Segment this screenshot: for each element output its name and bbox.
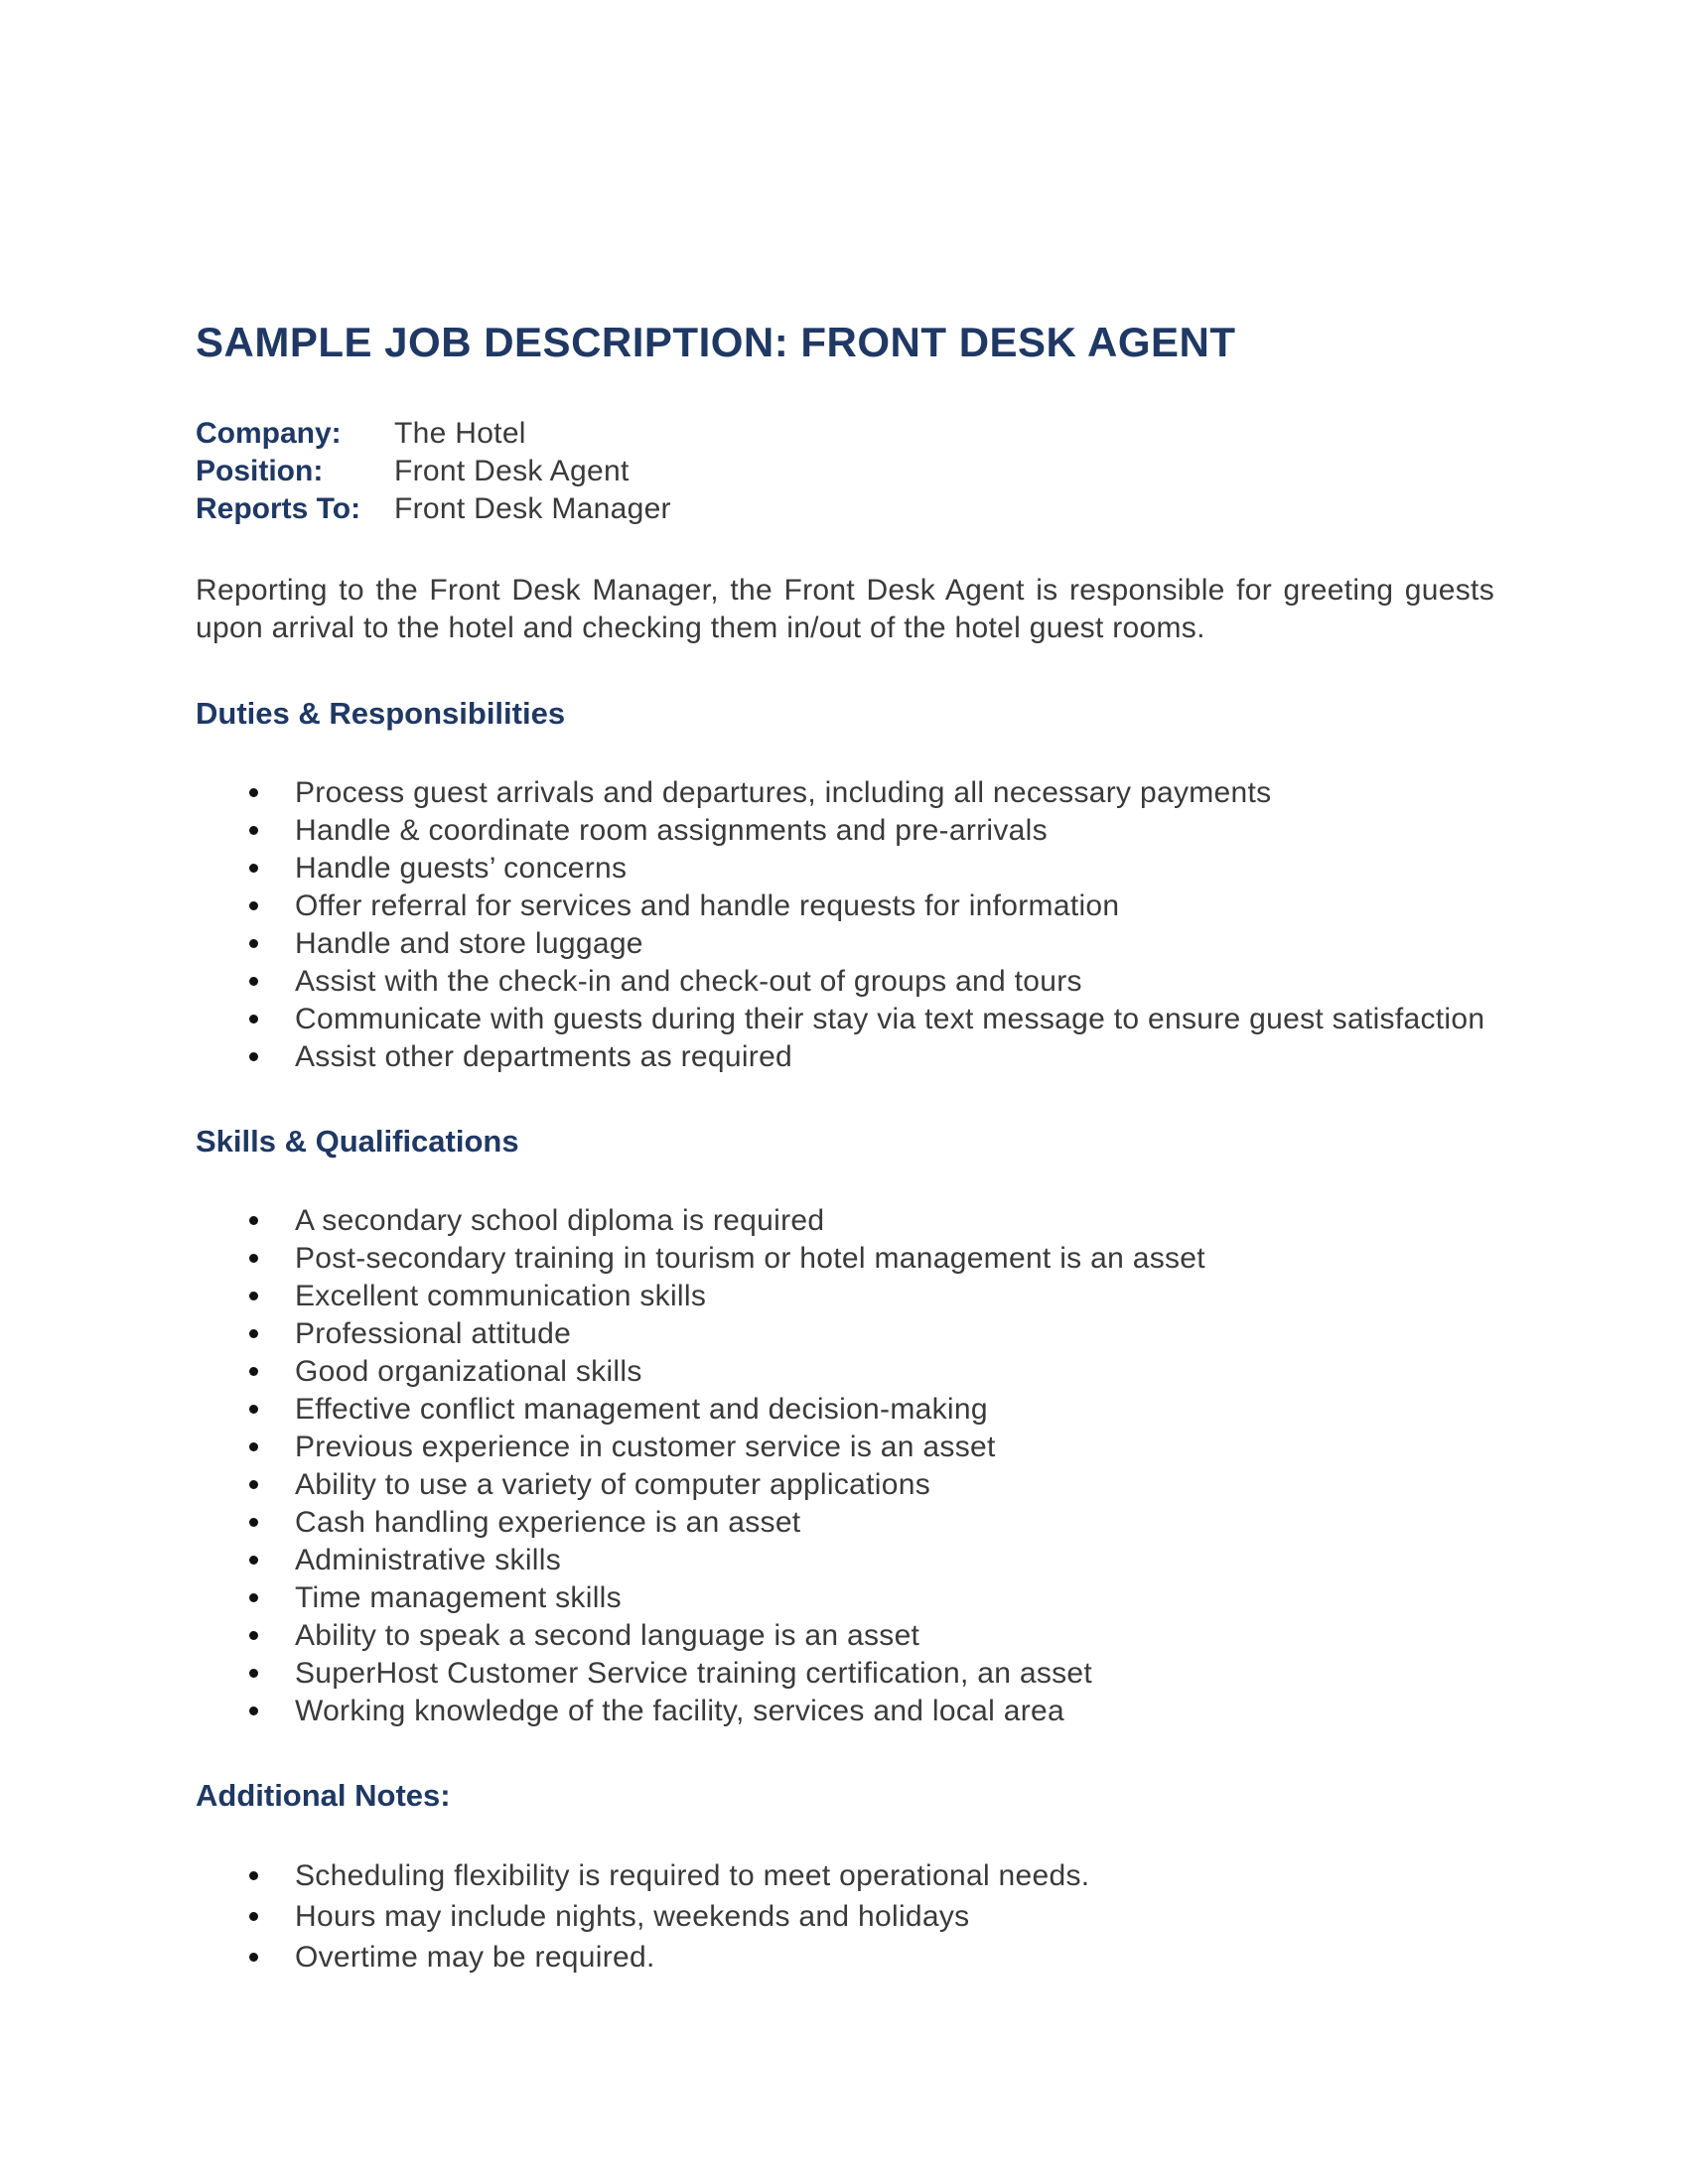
list-item: Overtime may be required. bbox=[295, 1938, 1494, 1978]
list-item: Previous experience in customer service is an asset bbox=[295, 1429, 1494, 1465]
list-item: Process guest arrivals and departures, including all necessary payments bbox=[295, 774, 1494, 811]
meta-label-reports-to: Reports To: bbox=[196, 492, 361, 525]
meta-value-position: Front Desk Agent bbox=[394, 455, 630, 487]
list-item: Hours may include nights, weekends and holidays bbox=[295, 1897, 1494, 1937]
list-item: Working knowledge of the facility, services and local area bbox=[295, 1693, 1494, 1729]
list-item: Communicate with guests during their stay via text message to ensure guest satisfaction bbox=[295, 1001, 1494, 1037]
list-item: Assist with the check-in and check-out of groups and tours bbox=[295, 963, 1494, 1000]
meta-label-company: Company: bbox=[196, 417, 342, 450]
job-meta-block bbox=[196, 415, 1494, 528]
section-heading-skills: Skills & Qualifications bbox=[196, 1124, 519, 1160]
list-item: A secondary school diploma is required bbox=[295, 1202, 1494, 1239]
list-item: Handle guests’ concerns bbox=[295, 850, 1494, 887]
additional-notes-list bbox=[196, 1856, 1494, 1978]
list-item: SuperHost Customer Service training certification, an asset bbox=[295, 1655, 1494, 1692]
list-item: Excellent communication skills bbox=[295, 1278, 1494, 1314]
meta-row-position bbox=[196, 453, 1494, 490]
list-item: Cash handling experience is an asset bbox=[295, 1504, 1494, 1541]
list-item: Administrative skills bbox=[295, 1542, 1494, 1578]
list-item: Ability to speak a second language is an asset bbox=[295, 1617, 1494, 1654]
list-item: Professional attitude bbox=[295, 1315, 1494, 1352]
meta-label-position: Position: bbox=[196, 455, 324, 487]
meta-row-company bbox=[196, 415, 1494, 453]
list-item: Assist other departments as required bbox=[295, 1038, 1494, 1075]
section-heading-duties: Duties & Responsibilities bbox=[196, 696, 566, 731]
intro-paragraph: Reporting to the Front Desk Manager, the Front Desk Agent is responsible for greeting guests upon arrival to the hotel and checking them in/out of the hotel guest rooms. bbox=[196, 574, 1494, 644]
meta-value-company: The Hotel bbox=[394, 417, 526, 450]
list-item: Ability to use a variety of computer applications bbox=[295, 1466, 1494, 1503]
list-item: Good organizational skills bbox=[295, 1353, 1494, 1390]
skills-list bbox=[196, 1202, 1494, 1729]
list-item: Scheduling flexibility is required to meet operational needs. bbox=[295, 1856, 1494, 1896]
list-item: Effective conflict management and decision-making bbox=[295, 1391, 1494, 1428]
list-item: Post-secondary training in tourism or hotel management is an asset bbox=[295, 1240, 1494, 1277]
list-item: Time management skills bbox=[295, 1579, 1494, 1616]
page-title: SAMPLE JOB DESCRIPTION: FRONT DESK AGENT bbox=[196, 319, 1236, 365]
list-item: Offer referral for services and handle requests for information bbox=[295, 887, 1494, 924]
section-heading-additional-notes: Additional Notes: bbox=[196, 1778, 451, 1814]
duties-list bbox=[196, 774, 1494, 1075]
meta-row-reports-to bbox=[196, 490, 1494, 528]
list-item: Handle and store luggage bbox=[295, 925, 1494, 962]
meta-value-reports-to: Front Desk Manager bbox=[394, 492, 671, 525]
list-item: Handle & coordinate room assignments and pre-arrivals bbox=[295, 812, 1494, 849]
